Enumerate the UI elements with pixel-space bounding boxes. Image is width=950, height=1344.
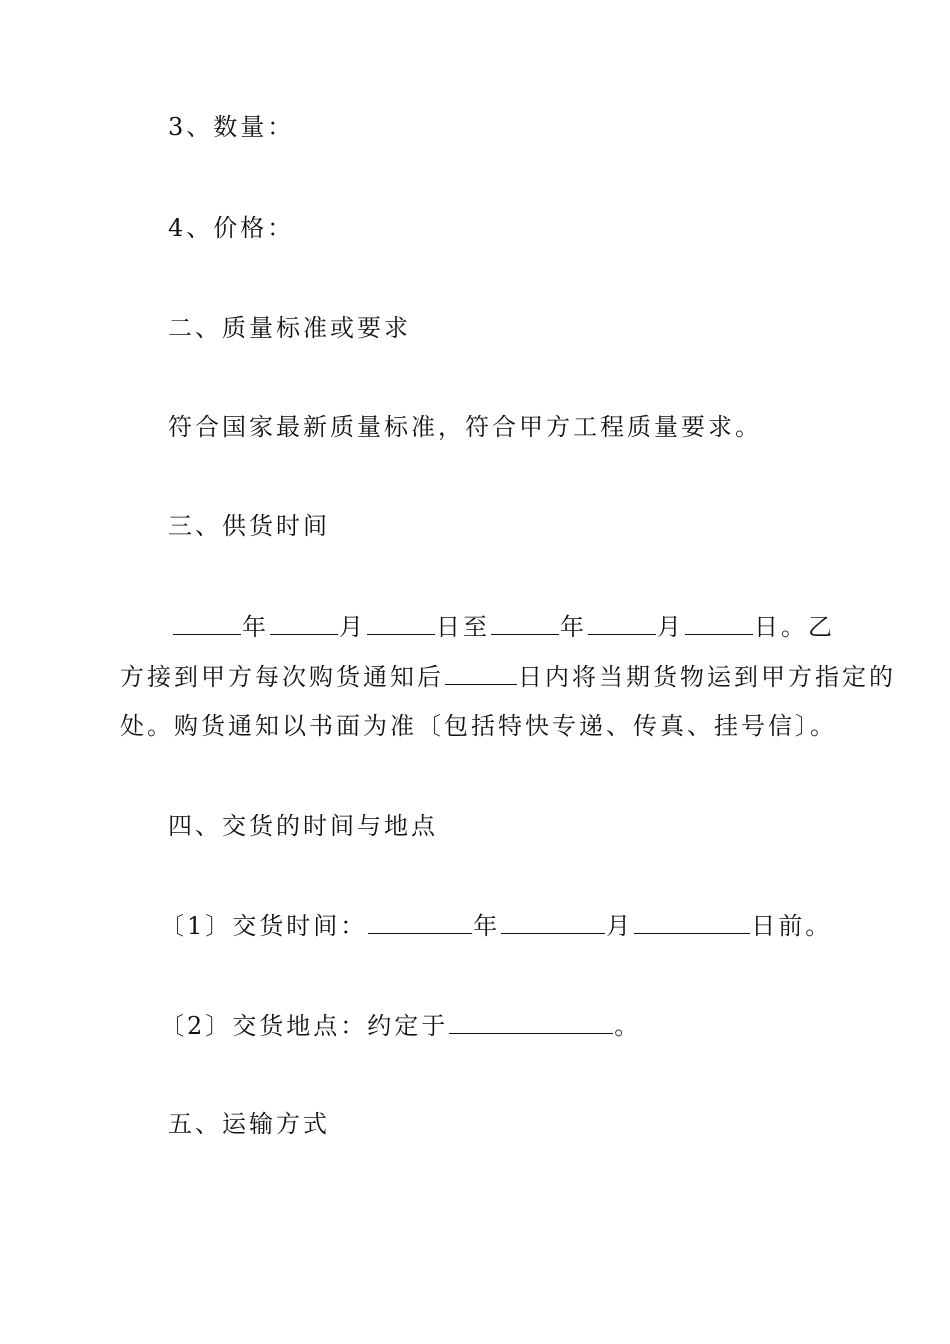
delivery-year-label: 年: [473, 912, 501, 940]
label-month: 月: [339, 613, 366, 641]
item-quantity: 3、数量：: [168, 113, 295, 141]
blank-end-month: [588, 614, 656, 635]
blank-end-year: [491, 614, 559, 635]
label-year-2: 年: [560, 613, 587, 641]
blank-delivery-day: [634, 913, 750, 934]
label-month-2: 月: [657, 613, 684, 641]
section-5-heading: 五、运输方式: [168, 1110, 330, 1138]
label-year: 年: [242, 613, 269, 641]
delivery-place-line: [160, 1013, 641, 1038]
blank-start-day: [367, 614, 435, 635]
blank-days: [445, 664, 517, 685]
delivery-month-label: 月: [606, 912, 634, 940]
delivery-time-label: 〔1〕交货时间：: [160, 912, 368, 940]
section-2-body: 符合国家最新质量标准，符合甲方工程质量要求。: [168, 413, 762, 441]
supply-period-line: [172, 614, 835, 639]
section-2-heading: 二、质量标准或要求: [168, 314, 411, 342]
notice-text-b: 日内将当期货物运到甲方指定的: [518, 663, 896, 691]
delivery-day-label: 日前。: [751, 912, 833, 940]
written-notice-line: 处。购货通知以书面为准〔包括特快专递、传真、挂号信〕。: [120, 712, 837, 740]
blank-end-day: [685, 614, 753, 635]
delivery-time-line: [160, 913, 832, 938]
section-3-heading: 三、供货时间: [168, 512, 330, 540]
delivery-place-end: 。: [614, 1012, 642, 1040]
label-day-to: 日至: [436, 613, 490, 641]
delivery-notice-line: [120, 664, 896, 689]
section-4-heading: 四、交货的时间与地点: [168, 812, 438, 840]
blank-delivery-year: [368, 913, 472, 934]
item-price: 4、价格：: [168, 214, 295, 242]
label-day-end: 日。乙: [754, 613, 835, 641]
blank-start-month: [270, 614, 338, 635]
delivery-place-label: 〔2〕交货地点：约定于: [160, 1012, 449, 1040]
notice-text-a: 方接到甲方每次购货通知后: [120, 663, 444, 691]
blank-delivery-place: [449, 1013, 613, 1034]
blank-delivery-month: [501, 913, 605, 934]
blank-start-year: [173, 614, 241, 635]
